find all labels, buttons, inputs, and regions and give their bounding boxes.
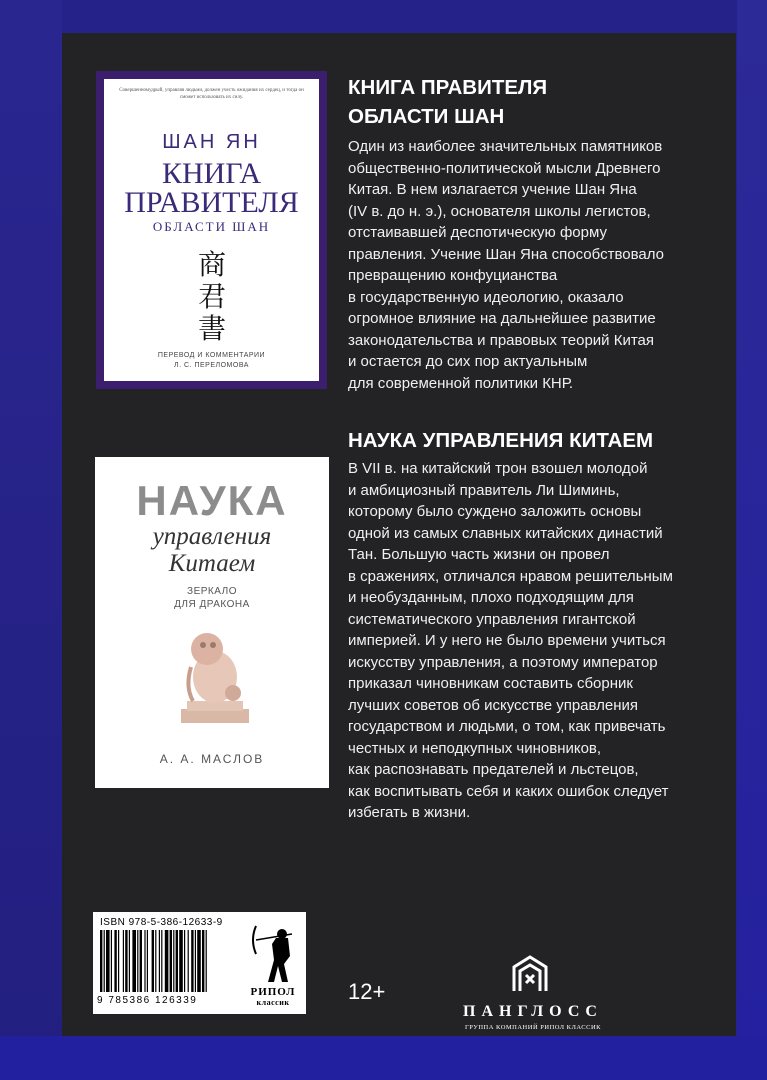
barcode-bar (195, 930, 196, 992)
cover-epigraph: Совершенномудрый, управляя людьми, должен учесть ожидания их сердец, и тогда он сможет использовать их силу. (119, 88, 304, 100)
barcode-bar (114, 930, 116, 992)
cover-subtitle: ОБЛАСТИ ШАН (152, 219, 271, 234)
barcode-bar (137, 930, 138, 992)
cover-title-line: ПРАВИТЕЛЯ (124, 186, 299, 219)
cover-author: А. А. МАСЛОВ (159, 752, 265, 766)
cover-author: ШАН ЯН (162, 131, 261, 153)
subtitle-line: ДЛЯ ДРАКОНА (174, 599, 250, 610)
blue-frame-bottom (0, 1036, 767, 1080)
book1-description: Один из наиболее значительных памятников общественно-политической мысли Древнего Китая. В нем излагается учение Шан Яна (IV в. до н. э.), основателя школы легистов, отстаивавшей деспотическую форму правления. Учение Шан Яна способствовало превращению конфуцианства в государственную идеологию, оказало огромное влияние на дальнейшее развитие законодательства и правовых теорий Китая и остается до сих пор актуальным для современной политики КНР. (348, 138, 664, 392)
barcode-bar (206, 930, 207, 992)
ripol-line: РИПОЛ (250, 986, 296, 998)
stone-lion-image (177, 627, 253, 727)
barcode-bar (125, 930, 127, 992)
barcode-bar (165, 930, 169, 992)
barcode-bar (132, 930, 136, 992)
script-line: управления (152, 523, 272, 550)
barcode-bar (123, 930, 124, 992)
heading-line: ОБЛАСТИ ШАН (348, 105, 505, 128)
barcode-bar (144, 930, 145, 992)
barcode-bar (118, 930, 119, 992)
barcode-bar (155, 930, 156, 992)
barcode-bar (191, 930, 193, 992)
barcode-bar (184, 930, 185, 992)
barcode-bar (173, 930, 174, 992)
barcode-bar (159, 930, 160, 992)
barcode-bar (106, 930, 110, 992)
chinese-characters: 商君書 (197, 248, 226, 345)
book1-heading (348, 73, 547, 131)
subtitle-line: ЗЕРКАЛО (187, 586, 237, 597)
blue-frame-left (0, 0, 62, 1080)
cover-title (104, 159, 319, 217)
barcode-bar (179, 930, 183, 992)
chinese-title-seal (196, 249, 236, 345)
barcode-bar (152, 930, 154, 992)
book2-description: В VII в. на китайский трон взошел молодой и амбициозный правитель Ли Шиминь, которому было суждено заложить основы одной из самых славных китайских династий Тан. Большую часть жизни он провел в сражениях, отличался нравом решительным и необузданным, плохо подходящим для систематического управления гигантской империей. И у него не было времени учиться искусству управления, а поэтому император приказал чиновникам составить сборник лучших советов об искусстве управления государством и людьми, о том, как привечать честных и неподкупных чиновников, как распознавать предателей и льстецов, как воспитывать себя и каких ошибок следует избегать в жизни. (348, 460, 673, 821)
barcode-bar (111, 930, 112, 992)
age-rating: 12+ (348, 979, 386, 1004)
barcode-bar (170, 930, 172, 992)
archer-logo (248, 920, 300, 986)
barcode-bar (100, 930, 102, 992)
heading-line: КНИГА ПРАВИТЕЛЯ (348, 76, 548, 99)
book2-heading: НАУКА УПРАВЛЕНИЯ КИТАЕМ (348, 429, 654, 452)
barcode-bar (197, 930, 201, 992)
barcode-bar (147, 930, 148, 992)
cover-title-script (95, 523, 329, 577)
credit-line: Л. С. ПЕРЕЛОМОВА (174, 362, 249, 369)
cover-subtitle (95, 585, 329, 611)
barcode-bar (161, 930, 162, 992)
cover-title-line: КНИГА (161, 157, 262, 190)
imprint-name: ПАНГЛОСС (463, 1003, 603, 1020)
ripol-wordmark (241, 986, 305, 1008)
back-cover-panel (62, 33, 736, 1036)
imprint-subtitle: ГРУППА КОМПАНИЙ РИПОЛ КЛАССИК (465, 1024, 601, 1031)
blue-frame-right (737, 0, 767, 1080)
cover-title-big: НАУКА (136, 477, 288, 524)
barcode-bar (202, 930, 204, 992)
barcode-bar (104, 930, 105, 992)
panglos-logo-icon (510, 953, 550, 995)
barcode (98, 930, 244, 992)
book-cover-nauka (95, 457, 329, 788)
barcode-bar (129, 930, 130, 992)
barcode-bar (176, 930, 178, 992)
barcode-bar (140, 930, 142, 992)
barcode-bar (188, 930, 189, 992)
book-cover-shang-yang (96, 71, 327, 389)
cover-credit (104, 351, 319, 371)
barcode-digits: 9 785386 126339 (97, 995, 198, 1006)
credit-line: ПЕРЕВОД И КОММЕНТАРИИ (157, 352, 266, 359)
script-line: Китаем (168, 550, 256, 577)
isbn-label: ISBN 978-5-386-12633-9 (100, 917, 223, 928)
isbn-barcode-box (93, 912, 306, 1014)
ripol-line: классик (256, 998, 290, 1007)
